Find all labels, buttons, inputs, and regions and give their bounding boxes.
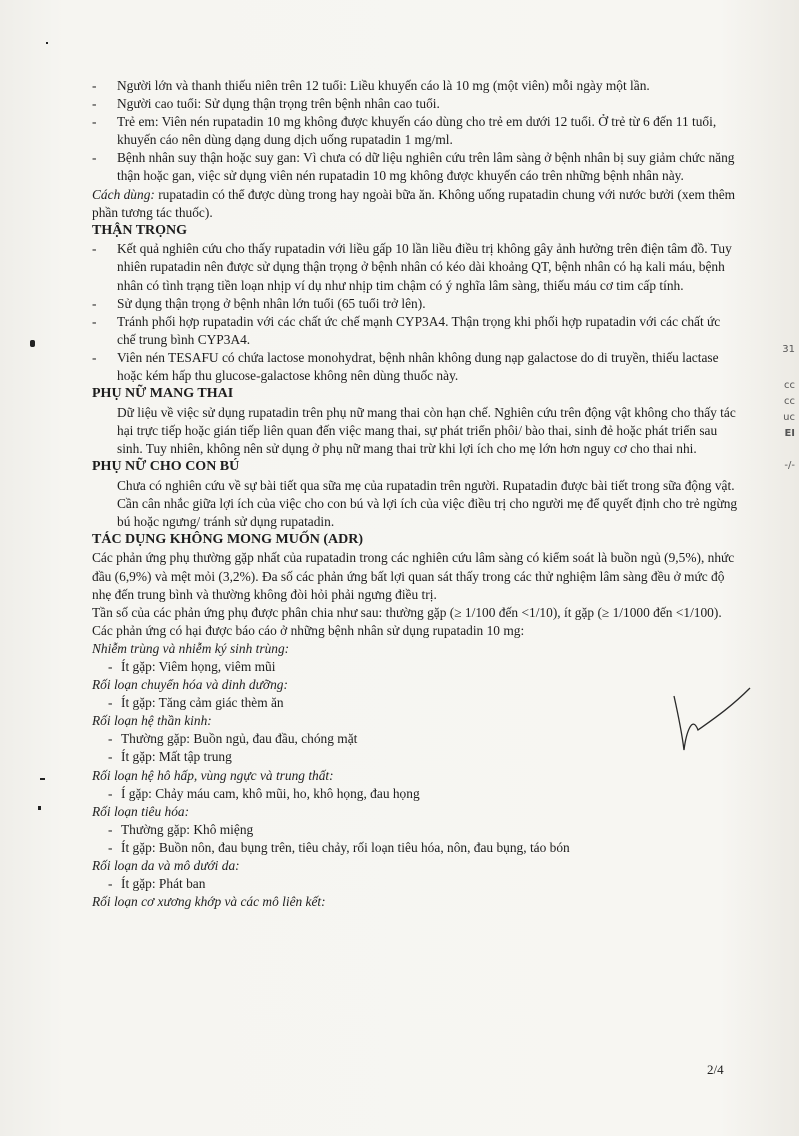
- adr-group-title: Rối loạn tiêu hóa:: [92, 803, 190, 819]
- list-item: - Trẻ em: Viên nén rupatadin 10 mg không được khuyến cáo dùng cho trẻ em dưới 12 tuổi. Ở trẻ từ 6 đến 11 tuổi, khuyến cáo nên dùng dạng dung dịch uống rupatadin 1 mg/ml.: [92, 114, 717, 148]
- list-item: - Ít gặp: Buồn nôn, đau bụng trên, tiêu chảy, rối loạn tiêu hóa, nôn, đau bụng, táo bón: [108, 839, 570, 855]
- adr-paragraph-3: Các phản ứng có hại được báo cáo ở những bệnh nhân sử dụng rupatadin 10 mg:: [92, 622, 525, 638]
- usage-label: Cách dùng:: [92, 186, 155, 202]
- list-item: - Thường gặp: Khô miệng: [108, 821, 254, 837]
- adr-paragraph-2: Tần số của các phản ứng phụ được phân chia như sau: thường gặp (≥ 1/100 đến <1/10), ít gặp (≥ 1/1000 đến <1/100).: [92, 604, 722, 620]
- caution-list: [92, 240, 742, 385]
- section-heading-caution: THẬN TRỌNG: [92, 222, 188, 238]
- list-item: - Ít gặp: Phát ban: [108, 876, 206, 892]
- page-number: 2/4: [707, 1062, 724, 1077]
- section-heading-pregnancy: PHỤ NỮ MANG THAI: [92, 386, 234, 402]
- list-item: - Ít gặp: Viêm họng, viêm mũi: [108, 659, 276, 674]
- list-item: - Bệnh nhân suy thận hoặc suy gan: Vì chưa có dữ liệu nghiên cứu trên lâm sàng ở bệnh nhân bị suy giảm chức năng thận hoặc gan, việc sử dụng viên nén rupatadin 10 mg không được khuyến cáo trên những bệnh nhân này.: [92, 150, 735, 184]
- document-body: [92, 77, 742, 911]
- list-item: - Viên nén TESAFU có chứa lactose monohydrat, bệnh nhân không dung nạp galactose do di truyền, thiếu lactase hoặc kém hấp thu glucose-galactose không nên dùng thuốc này.: [92, 349, 719, 383]
- adr-group-title: Rối loạn chuyển hóa và dinh dưỡng:: [92, 677, 288, 693]
- list-item: - Người lớn và thanh thiếu niên trên 12 tuổi: Liều khuyến cáo là 10 mg (một viên) mỗi ngày một lần.: [92, 78, 650, 93]
- usage-text: rupatadin có thể được dùng trong hay ngoài bữa ăn. Không uống rupatadin chung với nước bưởi (xem thêm phần tương tác thuốc).: [92, 186, 736, 220]
- list-item: - Í gặp: Chảy máu cam, khô mũi, ho, khô họng, đau họng: [108, 785, 420, 801]
- list-item: - Tránh phối hợp rupatadin với các chất ức chế mạnh CYP3A4. Thận trọng khi phối hợp rupatadin với các chất ức chế trung bình CYP3A4.: [92, 313, 721, 347]
- adr-group-title: Rối loạn hệ hô hấp, vùng ngực và trung thất:: [92, 767, 334, 783]
- list-item: - Sử dụng thận trọng ở bệnh nhân lớn tuổi (65 tuổi trở lên).: [92, 295, 426, 311]
- adr-group-title: Rối loạn da và mô dưới da:: [92, 858, 240, 874]
- scan-speck: [46, 42, 48, 44]
- adr-group-title: Rối loạn hệ thần kinh:: [92, 713, 212, 729]
- list-item: - Thường gặp: Buồn ngủ, đau đầu, chóng mặt: [108, 731, 358, 747]
- signature-mark: [672, 684, 752, 754]
- scan-speck: [38, 806, 41, 810]
- section-heading-breastfeeding: PHỤ NỮ CHO CON BÚ: [92, 458, 240, 474]
- adr-paragraph-1: Các phản ứng phụ thường gặp nhất của rupatadin trong các nghiên cứu lâm sàng có kiểm soát là buồn ngủ (9,5%), nhức đầu (6,9%) và mệt mỏi (3,2%). Đa số các phản ứng bất lợi quan sát thấy trong các thử nghiệm lâm sàng đều ở mức độ nhẹ đến trung bình và thường không đòi hỏi phải ngưng điều trị.: [92, 550, 735, 602]
- section-heading-adr: TÁC DỤNG KHÔNG MONG MUỐN (ADR): [92, 531, 364, 547]
- page-edge-marks: 31 cc cc uc EI -/-: [782, 344, 795, 471]
- list-item: - Người cao tuổi: Sử dụng thận trọng trên bệnh nhân cao tuổi.: [92, 96, 440, 112]
- adr-group-title: Nhiễm trùng và nhiễm ký sinh trùng:: [92, 640, 290, 656]
- dosage-list: [92, 77, 742, 186]
- list-item: - Ít gặp: Tăng cảm giác thèm ăn: [108, 695, 284, 711]
- pregnancy-paragraph: Dữ liệu về việc sử dụng rupatadin trên phụ nữ mang thai còn hạn chế. Nghiên cứu trên động vật không cho thấy tác hại trực tiếp hoặc gián tiếp liên quan đến việc mang thai, sự phát triển phôi/ bào thai, sinh đẻ hoặc phát triển sau sinh. Tuy nhiên, không nên sử dụng ở phụ nữ mang thai trừ khi lợi ích cho mẹ lớn hơn nguy cơ cho thai nhi.: [117, 404, 736, 456]
- adr-group-title: Rối loạn cơ xương khớp và các mô liên kết:: [92, 894, 326, 910]
- list-item: - Kết quả nghiên cứu cho thấy rupatadin với liều gấp 10 lần liều điều trị không gây ảnh hưởng trên điện tâm đồ. Tuy nhiên rupatadin nên được sử dụng thận trọng ở bệnh nhân có kéo dài khoảng QT, bệnh nhân có hạ kali máu, bệnh nhân có tình trạng tiền loạn nhịp ví dụ như nhịp tim chậm có ý nghĩa lâm sàng, thiếu máu cơ tim cấp tính.: [92, 241, 732, 293]
- list-item: - Ít gặp: Mất tập trung: [108, 749, 232, 765]
- scan-speck: [40, 778, 45, 780]
- usage-paragraph: [92, 186, 742, 222]
- scan-speck: [30, 340, 35, 347]
- breastfeeding-paragraph: Chưa có nghiên cứu về sự bài tiết qua sữa mẹ của rupatadin trên người. Rupatadin được bài tiết trong sữa động vật. Cần cân nhắc giữa lợi ích của việc cho con bú và lợi ích của việc điều trị cho người mẹ để quyết định cho trẻ ngừng bú hoặc ngưng/ tránh sử dụng rupatadin.: [117, 477, 738, 529]
